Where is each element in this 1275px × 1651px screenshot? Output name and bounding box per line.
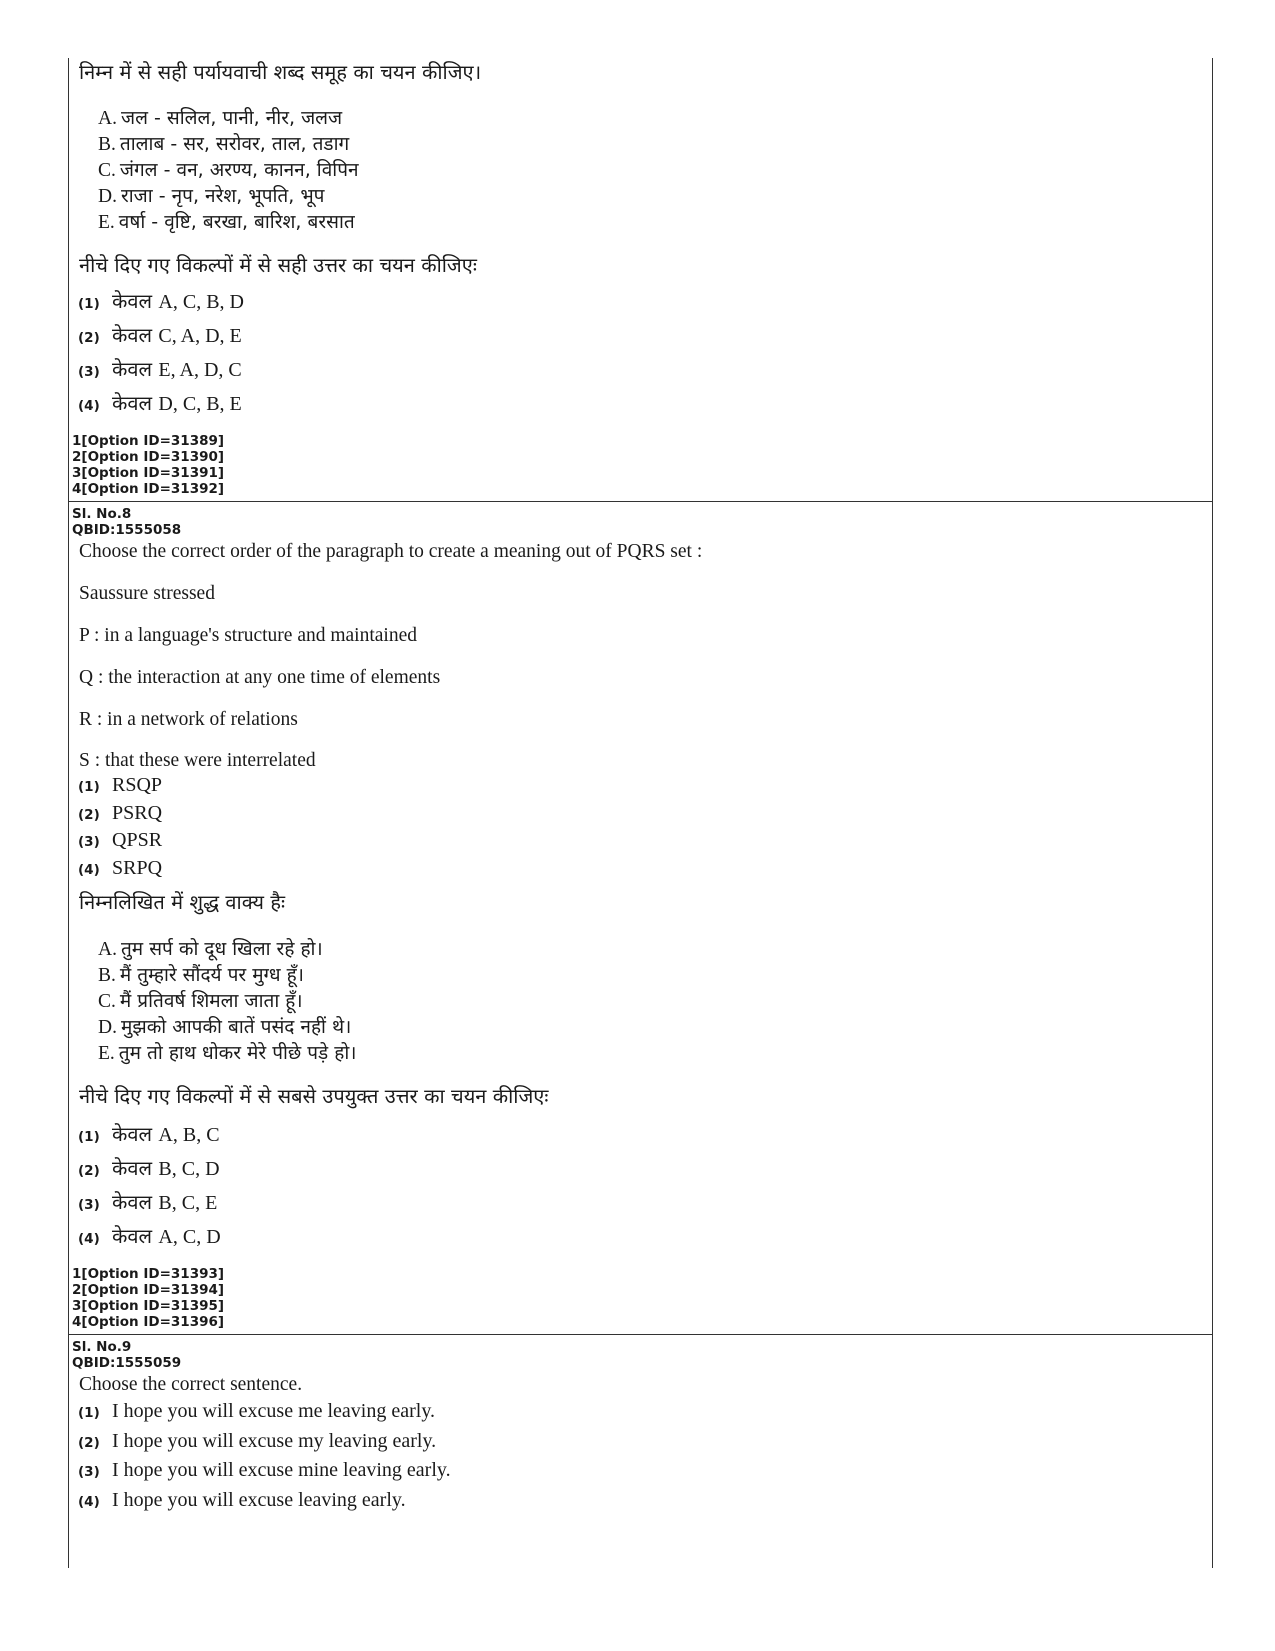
q8-option-1[interactable]: (1) RSQP [78, 774, 163, 796]
q8-stem: Choose the correct order of the paragraph to create a meaning out of PQRS set : [79, 541, 703, 562]
q8-hindi-instruction: नीचे दिए गए विकल्पों में से सबसे उपयुक्त उत्तर का चयन कीजिएः [79, 1084, 549, 1108]
q7-option-3[interactable]: (3) केवल E, A, D, C [78, 357, 242, 381]
q8-hindi-stem: निम्नलिखित में शुद्ध वाक्य हैः [79, 890, 286, 914]
q8-hindi-statement-d: D. मुझको आपकी बातें पसंद नहीं थे। [98, 1016, 352, 1038]
q8-hindi-statement-b: B. मैं तुम्हारे सौंदर्य पर मुग्ध हूँ। [98, 964, 304, 986]
question-divider [68, 501, 1213, 502]
question-divider [68, 1334, 1213, 1335]
q7-statement-a: A. जल - सलिल, पानी, नीर, जलज [98, 107, 343, 129]
q8-hindi-option-3[interactable]: (3) केवल B, C, E [78, 1190, 218, 1214]
q9-stem: Choose the correct sentence. [79, 1374, 303, 1395]
q7-option-2[interactable]: (2) केवल C, A, D, E [78, 323, 242, 347]
q8-part-p: P : in a language's structure and maintained [79, 625, 417, 646]
q7-statement-d: D. राजा - नृप, नरेश, भूपति, भूप [98, 185, 325, 207]
question-frame [68, 58, 1213, 1568]
q8-option-3[interactable]: (3) QPSR [78, 829, 163, 851]
q8-option-4[interactable]: (4) SRPQ [78, 857, 163, 879]
q9-header: Sl. No.9 QBID:1555059 [72, 1339, 182, 1371]
q8-option-2[interactable]: (2) PSRQ [78, 802, 163, 824]
q8-hindi-statement-c: C. मैं प्रतिवर्ष शिमला जाता हूँ। [98, 990, 303, 1012]
q8-option-ids: 1[Option ID=31393] 2[Option ID=31394] 3[Option ID=31395] 4[Option ID=31396] [72, 1266, 225, 1330]
q7-instruction: नीचे दिए गए विकल्पों में से सही उत्तर का चयन कीजिएः [79, 253, 477, 277]
q7-option-4[interactable]: (4) केवल D, C, B, E [78, 391, 242, 415]
q7-option-1[interactable]: (1) केवल A, C, B, D [78, 289, 244, 313]
q8-lead: Saussure stressed [79, 583, 215, 604]
q9-option-1[interactable]: (1) I hope you will excuse me leaving early. [78, 1400, 436, 1422]
q8-hindi-option-1[interactable]: (1) केवल A, B, C [78, 1122, 220, 1146]
q8-hindi-option-2[interactable]: (2) केवल B, C, D [78, 1156, 220, 1180]
q8-part-r: R : in a network of relations [79, 709, 298, 730]
q8-part-q: Q : the interaction at any one time of elements [79, 667, 441, 688]
q8-hindi-statement-a: A. तुम सर्प को दूध खिला रहे हो। [98, 938, 323, 960]
q7-statement-e: E. वर्षा - वृष्टि, बरखा, बारिश, बरसात [98, 211, 355, 233]
q7-statement-b: B. तालाब - सर, सरोवर, ताल, तडाग [98, 133, 350, 155]
q8-header: Sl. No.8 QBID:1555058 [72, 506, 182, 538]
q9-option-4[interactable]: (4) I hope you will excuse leaving early. [78, 1489, 406, 1511]
q7-stem: निम्न में से सही पर्यायवाची शब्द समूह का चयन कीजिए। [79, 60, 482, 84]
q7-statement-c: C. जंगल - वन, अरण्य, कानन, विपिन [98, 159, 359, 181]
q8-part-s: S : that these were interrelated [79, 750, 316, 771]
q9-option-3[interactable]: (3) I hope you will excuse mine leaving early. [78, 1459, 451, 1481]
q7-option-ids: 1[Option ID=31389] 2[Option ID=31390] 3[Option ID=31391] 4[Option ID=31392] [72, 433, 225, 497]
q8-hindi-statement-e: E. तुम तो हाथ धोकर मेरे पीछे पड़े हो। [98, 1042, 357, 1064]
q8-hindi-option-4[interactable]: (4) केवल A, C, D [78, 1224, 221, 1248]
q9-option-2[interactable]: (2) I hope you will excuse my leaving early. [78, 1430, 437, 1452]
